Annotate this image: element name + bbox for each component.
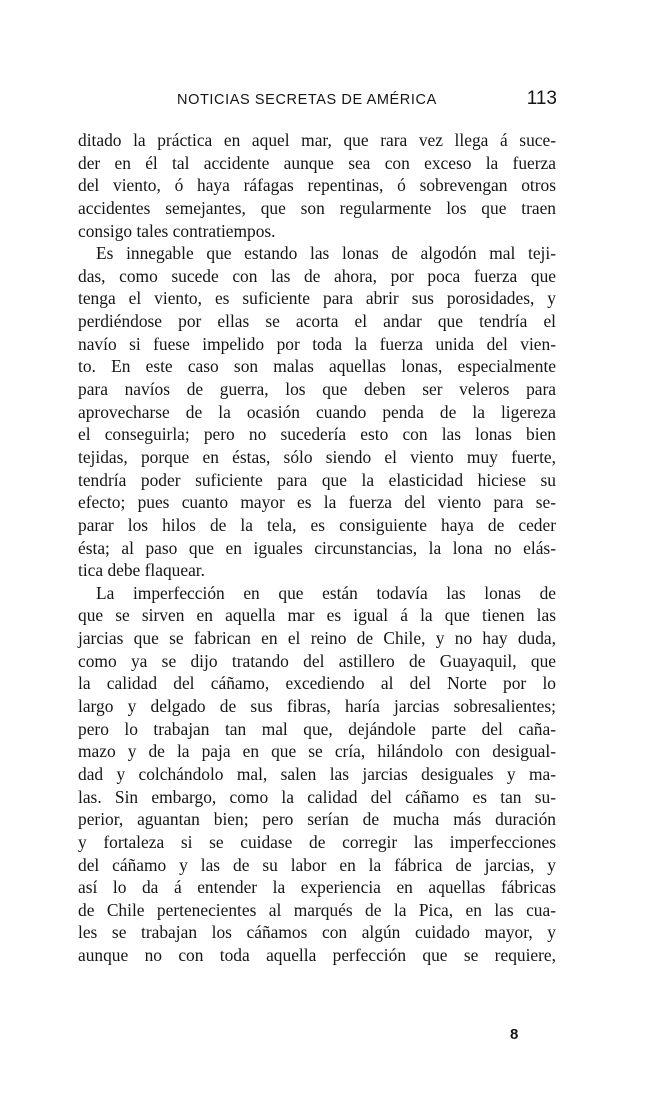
text-line: ditado la práctica en aquel mar, que rara vez llega á suce- [78,130,556,150]
running-head [77,88,557,116]
text-line: aprovecharse de la ocasión cuando penda de la ligereza [78,401,556,422]
text-line: das, como sucede con las de ahora, por poca fuerza que [78,265,556,286]
text-line: del viento, ó haya ráfagas repentinas, ó sobrevengan otros [78,175,556,196]
text-line: del cáñamo y las de su labor en la fábrica de jarcias, y [78,854,556,875]
text-line: y fortaleza si se cuidase de corregir las imperfecciones [78,831,556,852]
text-line: tejidas, porque en éstas, sólo siendo el viento muy fuerte, [78,446,556,467]
text-line: pero lo trabajan tan mal que, dejándole parte del caña- [78,718,556,739]
text-line: to. En este caso son malas aquellas lonas, especialmente [78,356,556,377]
text-line: La imperfección en que están todavía las lonas de [96,582,556,603]
text-line: parar los hilos de la tela, es consiguiente haya de ceder [78,514,556,535]
text-line: tendría poder suficiente para que la elasticidad hiciese su [78,469,556,490]
signature-mark: 8 [510,1026,519,1043]
text-line: Es innegable que estando las lonas de algodón mal teji- [96,243,556,264]
text-line: aunque no con toda aquella perfección que se requiere, [78,945,556,966]
text-line: perior, aguantan bien; pero serían de mucha más duración [78,809,556,830]
text-line: para navíos de guerra, los que deben ser veleros para [78,379,556,400]
text-line: jarcias que se fabrican en el reino de Chile, y no hay duda, [78,628,556,649]
text-line: les se trabajan los cáñamos con algún cuidado mayor, y [78,922,556,943]
text-line: navío si fuese impelido por toda la fuerza unida del vien- [78,333,556,354]
running-title: NOTICIAS SECRETAS DE AMÉRICA [177,92,437,108]
body-text [78,129,556,967]
text-line: tica debe flaquear. [78,560,205,581]
text-line: mazo y de la paja en que se cría, hilándolo con desigual- [78,741,556,762]
text-line: perdiéndose por ellas se acorta el andar que tendría el [78,311,556,332]
text-line: así lo da á entender la experiencia en aquellas fábricas [78,877,556,898]
text-line: la calidad del cáñamo, excediendo al del Norte por lo [78,673,556,694]
text-line: como ya se dijo tratando del astillero de Guayaquil, que [78,650,556,671]
text-line: el conseguirla; pero no sucedería esto con las lonas bien [78,424,556,445]
text-line: consigo tales contratiempos. [78,220,276,241]
page-number: 113 [526,88,557,109]
text-line: tenga el viento, es suficiente para abrir sus porosidades, y [78,288,556,309]
text-line: dad y colchándolo mal, salen las jarcias desiguales y ma- [78,763,556,784]
text-line: ésta; al paso que en iguales circunstancias, la lona no elás- [78,537,556,558]
text-line: las. Sin embargo, como la calidad del cáñamo es tan su- [78,786,556,807]
text-line: der en él tal accidente aunque sea con exceso la fuerza [78,152,556,173]
text-line: que se sirven en aquella mar es igual á la que tienen las [78,605,556,626]
text-line: efecto; pues cuanto mayor es la fuerza del viento para se- [78,492,556,513]
text-line: largo y delgado de sus fibras, haría jarcias sobresalientes; [78,696,556,717]
text-line: de Chile pertenecientes al marqués de la Pica, en las cua- [78,899,556,920]
text-line: accidentes semejantes, que son regularmente los que traen [78,197,556,218]
